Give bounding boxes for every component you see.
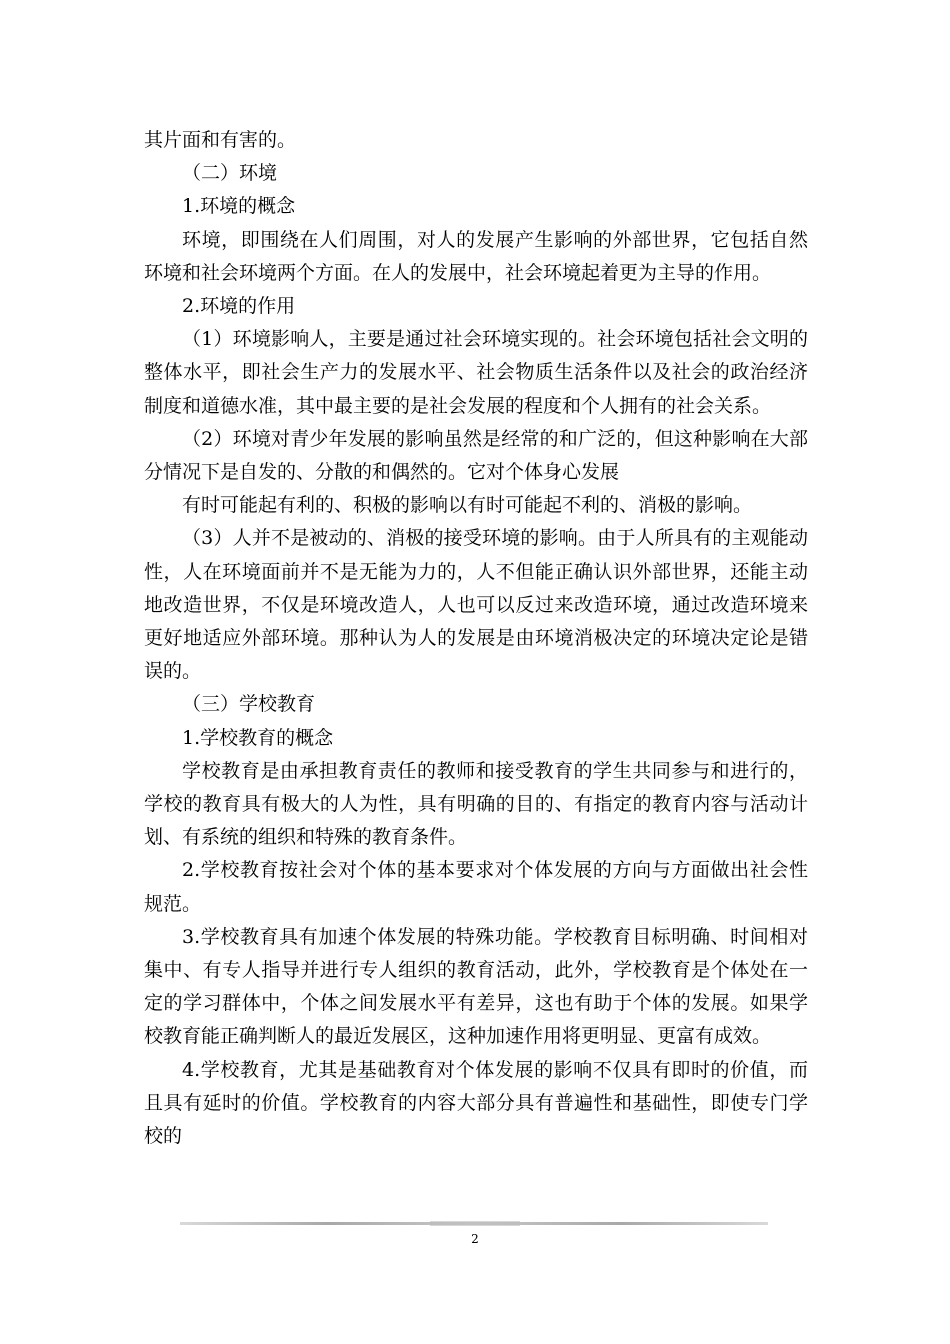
page-number: 2	[471, 1232, 479, 1246]
paragraph-environment-definition: 环境，即围绕在人们周围，对人的发展产生影响的外部世界，它包括自然环境和社会环境两个方面。在人的发展中，社会环境起着更为主导的作用。	[144, 228, 808, 284]
paragraph-role-2-continued: 有时可能起有利的、积极的影响以有时可能起不利的、消极的影响。	[182, 494, 753, 517]
subheading-school-education-concept: 1.学校教育的概念	[182, 726, 334, 749]
section-heading-environment: （二）环境	[182, 162, 278, 185]
paragraph-intro-end: 其片面和有害的。	[144, 129, 297, 151]
paragraph-role-1: （1）环境影响人，主要是通过社会环境实现的。社会环境包括社会文明的整体水平，即社会生产力的发展水平、社会物质生活条件以及社会的政治经济制度和道德水准，其中最主要的是社会发展的程度和个人拥有的社会关系。	[144, 328, 808, 417]
footer-divider-highlight	[430, 1221, 520, 1226]
paragraph-role-2: （2）环境对青少年发展的影响虽然是经常的和广泛的，但这种影响在大部分情况下是自发的、分散的和偶然的。它对个体身心发展	[144, 427, 808, 484]
paragraph-role-3: （3）人并不是被动的、消极的接受环境的影响。由于人所具有的主观能动性，人在环境面前并不是无能为力的，人不但能正确认识外部世界，还能主动地改造世界，不仅是环境改造人，人也可以反过来改造环境，通过改造环境来更好地适应外部环境。那种认为人的发展是由环境消极决定的环境决定论是错误的。	[144, 527, 808, 683]
subheading-environment-role: 2.环境的作用	[182, 295, 296, 318]
section-heading-school-education: （三）学校教育	[182, 693, 316, 716]
paragraph-school-point-2: 2.学校教育按社会对个体的基本要求对个体发展的方向与方面做出社会性规范。	[144, 859, 808, 915]
document-body	[144, 124, 808, 1153]
subheading-environment-concept: 1.环境的概念	[182, 195, 296, 218]
paragraph-school-point-4: 4.学校教育，尤其是基础教育对个体发展的影响不仅具有即时的价值，而且具有延时的价值。学校教育的内容大部分具有普遍性和基础性，即使专门学校的	[144, 1058, 808, 1148]
paragraph-school-point-3: 3.学校教育具有加速个体发展的特殊功能。学校教育目标明确、时间相对集中、有专人指导并进行专人组织的教育活动，此外，学校教育是个体处在一定的学习群体中，个体之间发展水平有差异，这也有助于个体的发展。如果学校教育能正确判断人的最近发展区，这种加速作用将更明显、更富有成效。	[144, 925, 808, 1048]
paragraph-school-education-definition: 学校教育是由承担教育责任的教师和接受教育的学生共同参与和进行的，学校的教育具有极大的人为性，具有明确的目的、有指定的教育内容与活动计划、有系统的组织和特殊的教育条件。	[144, 759, 808, 849]
